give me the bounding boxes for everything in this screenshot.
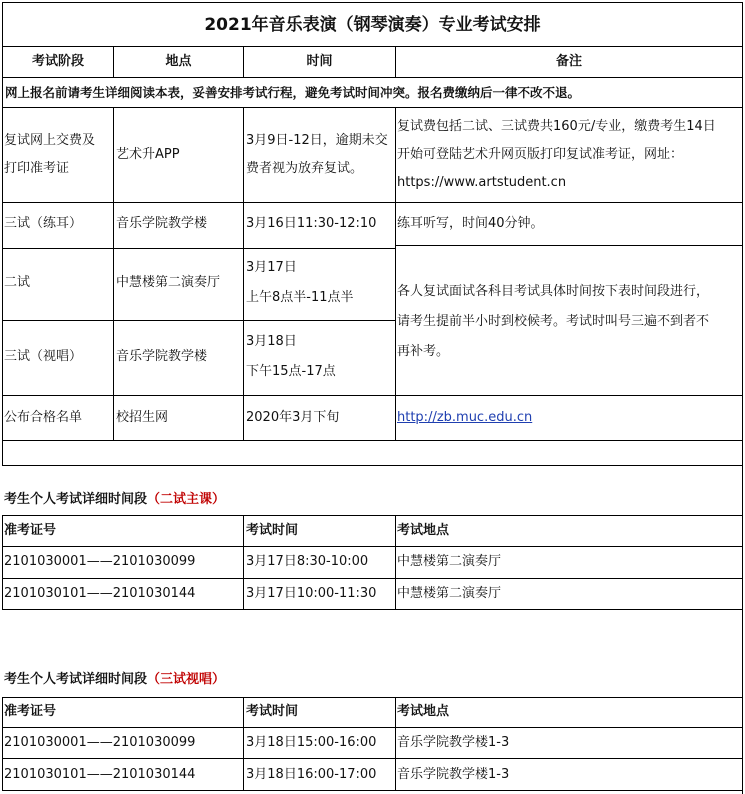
row1-note-line3: https://www.artstudent.cn (397, 175, 567, 190)
section2-title-text: 考生个人考试详细时间段 (4, 492, 148, 507)
section3-row2-place: 音乐学院教学楼1-3 (397, 767, 510, 782)
table-line (2, 697, 3, 790)
section2-row1-id: 2101030001——2101030099 (4, 554, 196, 569)
section3-header-id: 准考证号 (4, 704, 57, 719)
table-line (243, 515, 244, 609)
table-line (395, 245, 743, 246)
table-line (2, 758, 743, 759)
row4-place: 音乐学院教学楼 (116, 349, 208, 364)
table-line (2, 440, 743, 441)
header-place: 地点 (165, 54, 192, 69)
section2-row1-time: 3月17日8:30-10:00 (246, 554, 369, 569)
section3-row1-time: 3月18日15:00-16:00 (246, 735, 377, 750)
row5-time: 2020年3月下旬 (246, 410, 340, 425)
section3-row1-id: 2101030001——2101030099 (4, 735, 196, 750)
table-line (2, 515, 743, 516)
section3-row2-id: 2101030101——2101030144 (4, 767, 196, 782)
table-line (2, 790, 743, 791)
row2-stage: 三试（练耳） (4, 216, 83, 231)
section3-header-place: 考试地点 (397, 704, 450, 719)
section2-row2-id: 2101030101——2101030144 (4, 586, 196, 601)
table-line (395, 515, 396, 609)
section2-row2-time: 3月17日10:00-11:30 (246, 586, 377, 601)
row1-stage-line1: 复试网上交费及 (4, 133, 96, 148)
table-line (395, 697, 396, 790)
table-line (2, 697, 743, 698)
section2-title (4, 490, 225, 510)
table-border-top (2, 2, 743, 3)
section3-row1-place: 音乐学院教学楼1-3 (397, 735, 510, 750)
table-line (243, 697, 244, 790)
section2-header-place: 考试地点 (397, 523, 450, 538)
row1-time-line2: 费者视为放弃复试。 (246, 161, 364, 176)
header-stage: 考试阶段 (31, 54, 84, 69)
table-border-right (742, 2, 743, 465)
table-line (2, 77, 743, 78)
row2-time: 3月16日11:30-12:10 (246, 216, 377, 231)
row3-time-line2: 上午8点半-11点半 (246, 290, 354, 305)
section2-tag: （二试主课） (147, 492, 226, 507)
row1-note-line1: 复试费包括二试、三试费共160元/专业，缴费考生14日 (397, 119, 716, 134)
table-line (2, 609, 743, 610)
notice-text: 网上报名前请考生详细阅读本表，妥善安排考试行程，避免考试时间冲突。报名费缴纳后一律不改不退。 (5, 85, 581, 100)
section3-title (4, 670, 225, 690)
row2-note: 练耳听写，时间40分钟。 (397, 216, 544, 231)
section3-title-text: 考生个人考试详细时间段 (4, 672, 148, 687)
row5-place: 校招生网 (116, 410, 169, 425)
row4-time-line1: 3月18日 (246, 334, 297, 349)
table-line (2, 578, 743, 579)
table-line (243, 107, 244, 440)
row1-stage-line2: 打印准考证 (4, 161, 70, 176)
section2-row1-place: 中慧楼第二演奏厅 (397, 554, 502, 569)
section2-header-id: 准考证号 (4, 523, 57, 538)
row1-note-line2: 开始可登陆艺术升网页版打印复试准考证，网址： (397, 147, 684, 162)
table-line (395, 107, 396, 440)
page-title: 2021年音乐表演（钢琴演奏）专业考试安排 (204, 15, 541, 35)
table-line (2, 727, 743, 728)
table-line (2, 465, 743, 466)
merged-note-line2: 请考生提前半小时到校候考。考试时叫号三遍不到者不 (397, 314, 710, 329)
table-line (113, 107, 114, 440)
section2-row2-place: 中慧楼第二演奏厅 (397, 586, 502, 601)
section2-header-time: 考试时间 (246, 523, 299, 538)
table-line (2, 546, 743, 547)
row1-time-line1: 3月9日-12日，逾期未交 (246, 133, 388, 148)
row3-time-line1: 3月17日 (246, 260, 297, 275)
row4-time-line2: 下午15点-17点 (246, 364, 336, 379)
row2-place: 音乐学院教学楼 (116, 216, 208, 231)
row3-stage: 二试 (4, 275, 31, 290)
row4-stage: 三试（视唱） (4, 349, 83, 364)
row1-place: 艺术升APP (116, 147, 180, 162)
section3-tag: （三试视唱） (147, 672, 226, 687)
merged-note-line3: 再补考。 (397, 344, 450, 359)
merged-note-line1: 各人复试面试各科目考试具体时间按下表时间段进行， (397, 284, 710, 299)
header-note: 备注 (555, 54, 582, 69)
results-link[interactable]: http://zb.muc.edu.cn (397, 410, 533, 425)
row5-stage: 公布合格名单 (4, 410, 83, 425)
table-line (2, 248, 395, 249)
row3-place: 中慧楼第二演奏厅 (116, 275, 221, 290)
section3-row2-time: 3月18日16:00-17:00 (246, 767, 377, 782)
table-line (2, 515, 3, 609)
section3-header-time: 考试时间 (246, 704, 299, 719)
header-time: 时间 (306, 54, 333, 69)
table-line (2, 320, 395, 321)
